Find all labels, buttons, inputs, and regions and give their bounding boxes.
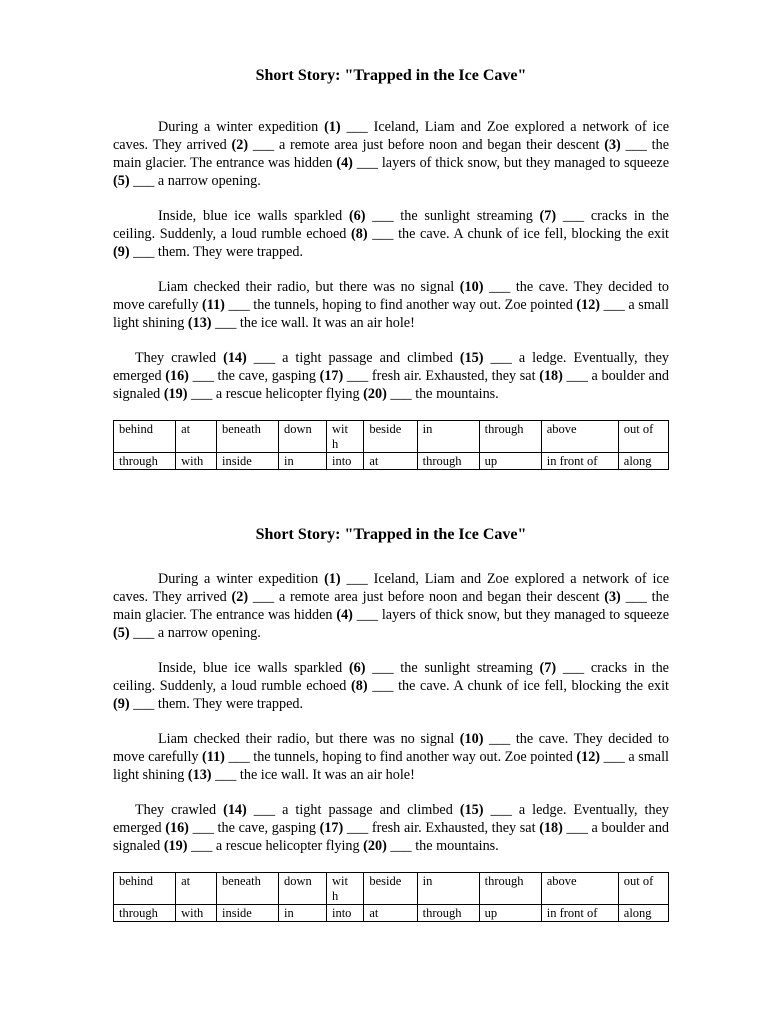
story-text: Inside, blue ice walls sparkled — [158, 208, 349, 224]
story-paragraph-3 — [113, 730, 669, 784]
word-bank-cell: at — [364, 905, 417, 922]
question-number: (18) — [539, 820, 563, 836]
question-number: (11) — [202, 297, 225, 313]
word-bank-cell: in — [417, 421, 479, 453]
story-text: During a winter expedition — [158, 119, 325, 135]
question-number: (10) — [459, 279, 484, 295]
word-bank-table — [113, 420, 669, 470]
question-number: (12) — [576, 297, 601, 313]
word-bank-cell: beneath — [216, 873, 278, 905]
story-text: During a winter expedition — [158, 571, 325, 587]
story-text: ___ fresh air. Exhausted, they sat — [343, 368, 540, 384]
word-bank-cell: along — [618, 453, 668, 470]
word-bank-row — [114, 905, 669, 922]
story-paragraph-1 — [113, 570, 669, 642]
word-bank-cell: at — [364, 453, 417, 470]
story-text: ___ the cave. A chunk of ice fell, blocking the exit — [367, 678, 669, 694]
story-text: ___ layers of thick snow, but they managed to squeeze — [352, 607, 669, 623]
word-bank-cell: along — [618, 905, 668, 922]
story-text: ___ a small light shining — [113, 749, 669, 783]
question-number: (9) — [113, 244, 130, 260]
question-number: (13) — [187, 315, 212, 331]
question-number: (3) — [604, 589, 621, 605]
story-text: ___ a tight passage and climbed — [246, 802, 460, 818]
story-text: ___ a ledge. Eventually, they emerged — [113, 350, 669, 384]
word-bank-table — [113, 872, 669, 922]
question-number: (18) — [539, 368, 563, 384]
question-number: (14) — [223, 350, 247, 366]
story-text: ___ a rescue helicopter flying — [187, 838, 364, 854]
story-text: ___ a rescue helicopter flying — [187, 386, 364, 402]
story-text: ___ the cave. They decided to move carefully — [113, 279, 669, 313]
word-bank-cell: with — [176, 905, 217, 922]
word-bank-cell: inside — [216, 905, 278, 922]
question-number: (17) — [319, 368, 344, 384]
word-bank-cell: behind — [114, 873, 176, 905]
question-number: (11) — [202, 749, 225, 765]
question-number: (15) — [459, 802, 484, 818]
question-number: (6) — [348, 660, 366, 676]
question-number: (1) — [324, 119, 341, 135]
word-bank-cell: out of — [618, 421, 668, 453]
word-bank-cell: in front of — [541, 453, 618, 470]
story-text: ___ the mountains. — [386, 386, 499, 402]
story-text: ___ the cave, gasping — [188, 368, 320, 384]
story-text: ___ the mountains. — [386, 838, 499, 854]
question-number: (8) — [351, 678, 368, 694]
story-text: ___ a remote area just before noon and began their descent — [248, 137, 605, 153]
question-number: (7) — [539, 660, 557, 676]
story-text: ___ the cave. They decided to move carefully — [113, 731, 669, 765]
word-bank-cell: up — [479, 905, 541, 922]
story-text: ___ a tight passage and climbed — [246, 350, 460, 366]
story-paragraph-3 — [113, 278, 669, 332]
word-bank-row — [114, 421, 669, 453]
word-bank-cell: through — [479, 873, 541, 905]
question-number: (16) — [165, 820, 189, 836]
story-text: ___ the main glacier. The entrance was hidden — [113, 137, 669, 171]
story-text: Liam checked their radio, but there was no signal — [158, 279, 460, 295]
question-number: (8) — [351, 226, 368, 242]
question-number: (10) — [459, 731, 484, 747]
word-bank-cell: above — [541, 421, 618, 453]
story-text: They crawled — [135, 802, 224, 818]
word-bank-row — [114, 453, 669, 470]
story-text: ___ the cave, gasping — [188, 820, 320, 836]
story-text: ___ the sunlight streaming — [365, 660, 540, 676]
question-number: (20) — [363, 838, 387, 854]
question-number: (2) — [231, 137, 249, 153]
story-text: ___ a remote area just before noon and began their descent — [248, 589, 605, 605]
story-text: ___ a boulder and signaled — [113, 820, 670, 854]
word-bank-cell: into — [326, 905, 363, 922]
word-bank-cell: at — [176, 873, 217, 905]
story-paragraph-4 — [113, 349, 669, 403]
story-text: ___ the tunnels, hoping to find another way out. Zoe pointed — [224, 297, 577, 313]
question-number: (4) — [336, 155, 353, 171]
word-bank-cell: with — [176, 453, 217, 470]
story-text: Inside, blue ice walls sparkled — [158, 660, 349, 676]
question-number: (2) — [231, 589, 249, 605]
story-paragraph-4 — [113, 801, 669, 855]
story-text: ___ them. They were trapped. — [129, 696, 304, 712]
story-paragraph-1 — [113, 118, 669, 190]
question-number: (9) — [113, 696, 130, 712]
word-bank-cell: through — [114, 905, 176, 922]
question-number: (19) — [163, 838, 188, 854]
word-bank-cell: in — [279, 453, 327, 470]
story-text: ___ the main glacier. The entrance was hidden — [113, 589, 669, 623]
question-number: (15) — [459, 350, 484, 366]
word-bank-cell: down — [279, 421, 327, 453]
word-bank-cell: beneath — [216, 421, 278, 453]
word-bank-cell: at — [176, 421, 217, 453]
word-bank-cell: into — [326, 453, 363, 470]
word-bank-cell: beside — [364, 421, 417, 453]
story-text: ___ the sunlight streaming — [365, 208, 540, 224]
word-bank-cell: wit h — [326, 873, 363, 905]
word-bank-cell: in — [279, 905, 327, 922]
word-bank-cell: out of — [618, 873, 668, 905]
word-bank-cell: through — [479, 421, 541, 453]
word-bank-cell: above — [541, 873, 618, 905]
word-bank-cell: wit h — [326, 421, 363, 453]
question-number: (12) — [576, 749, 601, 765]
question-number: (19) — [163, 386, 188, 402]
word-bank-cell: through — [114, 453, 176, 470]
story-text: They crawled — [135, 350, 224, 366]
question-number: (1) — [324, 571, 341, 587]
story-text: ___ a narrow opening. — [129, 625, 261, 641]
question-number: (17) — [319, 820, 344, 836]
story-text: ___ cracks in the ceiling. Suddenly, a loud rumble echoed — [113, 208, 669, 242]
story-paragraph-2 — [113, 207, 669, 261]
story-text: ___ Iceland, Liam and Zoe explored a network of ice caves. They arrived — [113, 571, 670, 605]
story-text: ___ the ice wall. It was an air hole! — [211, 767, 415, 783]
story-text: ___ layers of thick snow, but they managed to squeeze — [352, 155, 669, 171]
word-bank-cell: inside — [216, 453, 278, 470]
question-number: (5) — [113, 173, 130, 189]
story-text: ___ a small light shining — [113, 297, 669, 331]
word-bank-cell: behind — [114, 421, 176, 453]
word-bank-cell: through — [417, 905, 479, 922]
question-number: (16) — [165, 368, 189, 384]
word-bank-cell: in — [417, 873, 479, 905]
question-number: (14) — [223, 802, 247, 818]
story-text: ___ fresh air. Exhausted, they sat — [343, 820, 540, 836]
story-text: ___ a ledge. Eventually, they emerged — [113, 802, 669, 836]
question-number: (3) — [604, 137, 621, 153]
worksheet-2 — [113, 525, 669, 922]
story-text: Liam checked their radio, but there was no signal — [158, 731, 460, 747]
word-bank-row — [114, 873, 669, 905]
story-text: ___ them. They were trapped. — [129, 244, 304, 260]
question-number: (20) — [363, 386, 387, 402]
question-number: (5) — [113, 625, 130, 641]
word-bank-cell: down — [279, 873, 327, 905]
story-text: ___ the ice wall. It was an air hole! — [211, 315, 415, 331]
story-text: ___ the tunnels, hoping to find another way out. Zoe pointed — [224, 749, 577, 765]
worksheet-title: Short Story: "Trapped in the Ice Cave" — [255, 526, 527, 543]
word-bank-cell: in front of — [541, 905, 618, 922]
story-text: ___ a boulder and signaled — [113, 368, 670, 402]
story-text: ___ a narrow opening. — [129, 173, 261, 189]
question-number: (4) — [336, 607, 353, 623]
word-bank-cell: up — [479, 453, 541, 470]
story-paragraph-2 — [113, 659, 669, 713]
word-bank-cell: beside — [364, 873, 417, 905]
question-number: (7) — [539, 208, 557, 224]
story-text: ___ the cave. A chunk of ice fell, blocking the exit — [367, 226, 669, 242]
question-number: (6) — [348, 208, 366, 224]
story-text: ___ Iceland, Liam and Zoe explored a network of ice caves. They arrived — [113, 119, 670, 153]
word-bank-cell: through — [417, 453, 479, 470]
question-number: (13) — [187, 767, 212, 783]
story-text: ___ cracks in the ceiling. Suddenly, a loud rumble echoed — [113, 660, 669, 694]
worksheet-1 — [113, 66, 669, 470]
worksheet-title: Short Story: "Trapped in the Ice Cave" — [255, 67, 527, 84]
